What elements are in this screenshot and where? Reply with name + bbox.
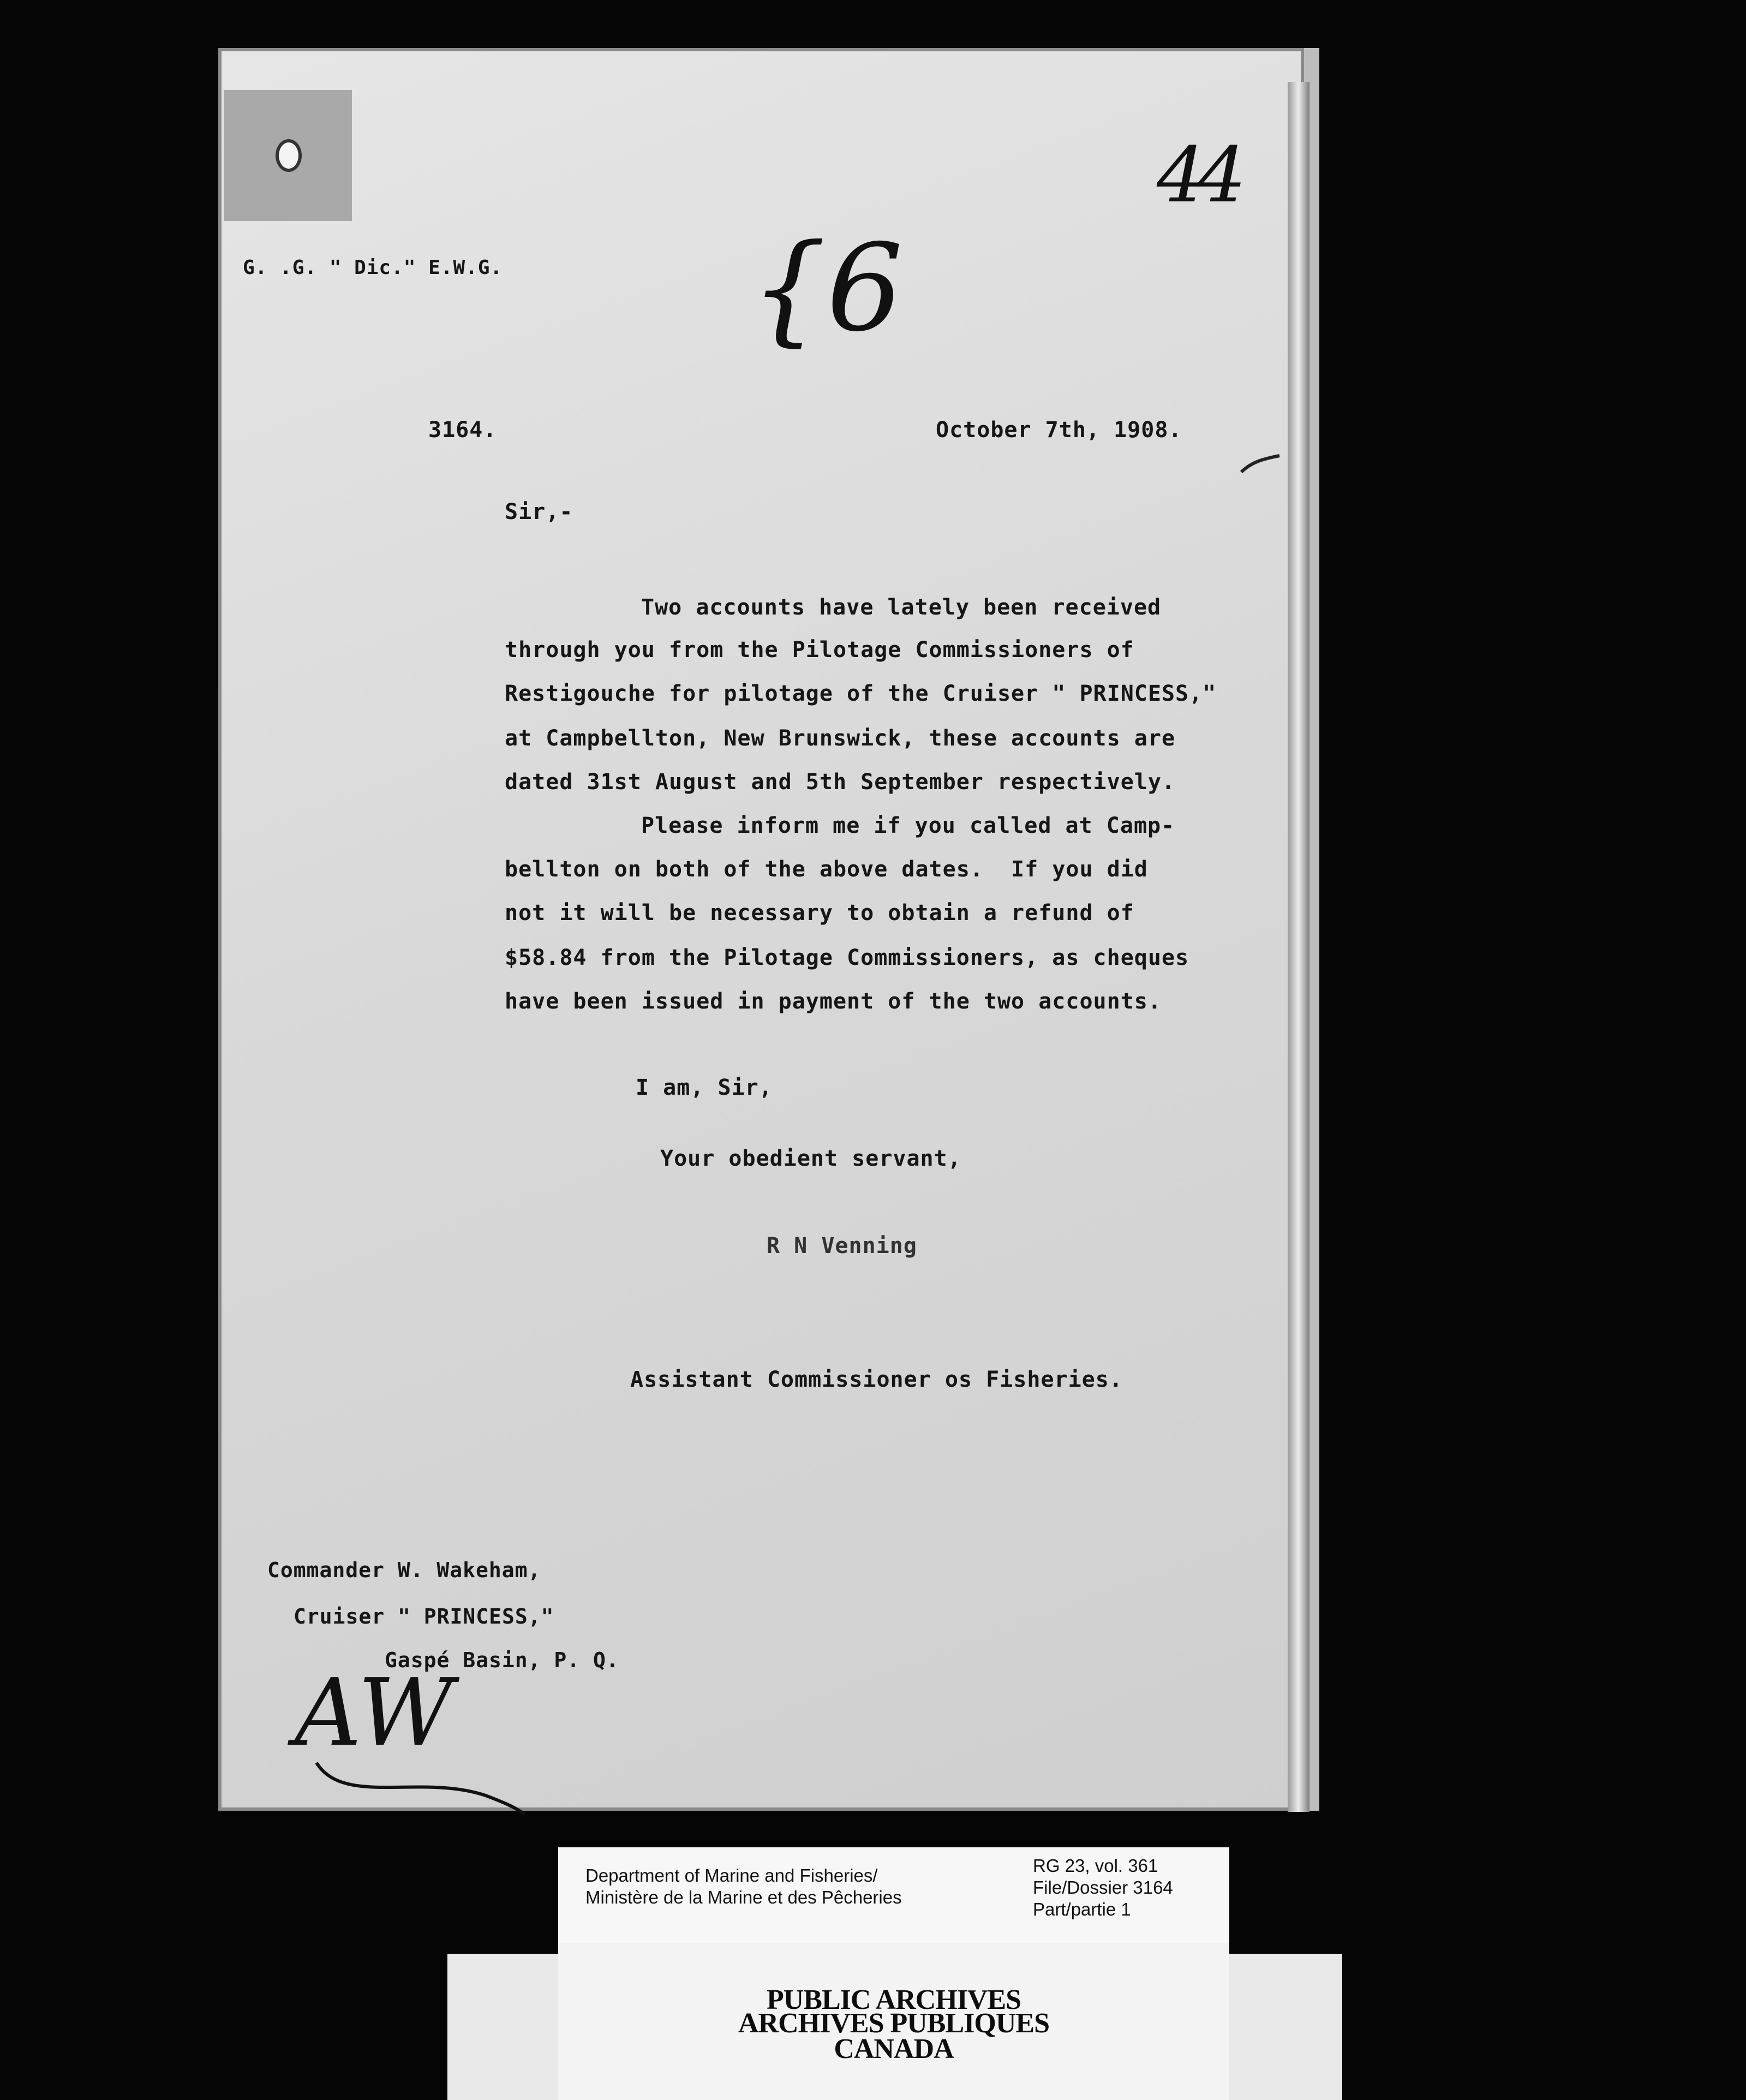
pencil-tick — [1239, 453, 1282, 475]
letter-date: October 7th, 1908. — [936, 417, 1182, 443]
label-file: File/Dossier 3164 — [1033, 1877, 1173, 1898]
salutation: Sir,- — [505, 499, 573, 524]
body-line: dated 31st August and 5th September respectively. — [505, 769, 1176, 795]
body-line: $58.84 from the Pilotage Commissioners, as cheques — [505, 945, 1189, 970]
label-dept-en: Department of Marine and Fisheries/ — [585, 1865, 878, 1886]
stamp-line-fr: ARCHIVES PUBLIQUES — [738, 2008, 1050, 2039]
body-line: Restigouche for pilotage of the Cruiser " PRINCESS," — [505, 681, 1217, 706]
stamp-line-en: PUBLIC ARCHIVES — [766, 1984, 1021, 2015]
body-line: not it will be necessary to obtain a refund of — [505, 900, 1134, 926]
label-dept-fr: Ministère de la Marine et des Pêcheries — [585, 1887, 902, 1907]
initials-flourish — [311, 1741, 529, 1817]
file-number: 3164. — [428, 417, 497, 443]
folio-number: 44 — [1157, 131, 1239, 220]
page-edge — [1288, 82, 1310, 1812]
stamp-line-country: CANADA — [834, 2033, 954, 2065]
body-line: Two accounts have lately been received — [641, 595, 1162, 620]
closing-line: I am, Sir, — [636, 1075, 773, 1100]
label-part: Part/partie 1 — [1033, 1899, 1131, 1919]
body-line: have been issued in payment of the two accounts. — [505, 989, 1162, 1014]
body-line: through you from the Pilotage Commissioners of — [505, 637, 1134, 663]
body-line: Please inform me if you called at Camp- — [641, 813, 1175, 838]
addressee-vessel: Cruiser " PRINCESS," — [294, 1604, 554, 1628]
handwritten-initials: AW — [295, 1659, 453, 1767]
closing-line: Your obedient servant, — [660, 1146, 961, 1171]
archives-stamp — [558, 1943, 1229, 2100]
signatory-title: Assistant Commissioner os Fisheries. — [630, 1367, 1123, 1392]
body-line: at Campbellton, New Brunswick, these accounts are — [505, 726, 1176, 751]
punch-hole — [276, 139, 302, 172]
label-rg: RG 23, vol. 361 — [1033, 1856, 1158, 1876]
body-line: bellton on both of the above dates. If you did — [505, 857, 1148, 882]
addressee-location: Gaspé Basin, P. Q. — [385, 1648, 619, 1672]
signature: R N Venning — [767, 1233, 917, 1258]
margin-mark: {6 — [750, 218, 903, 358]
reference-initials: G. .G. " Dic." E.W.G. — [243, 256, 503, 279]
addressee-name: Commander W. Wakeham, — [267, 1558, 541, 1582]
